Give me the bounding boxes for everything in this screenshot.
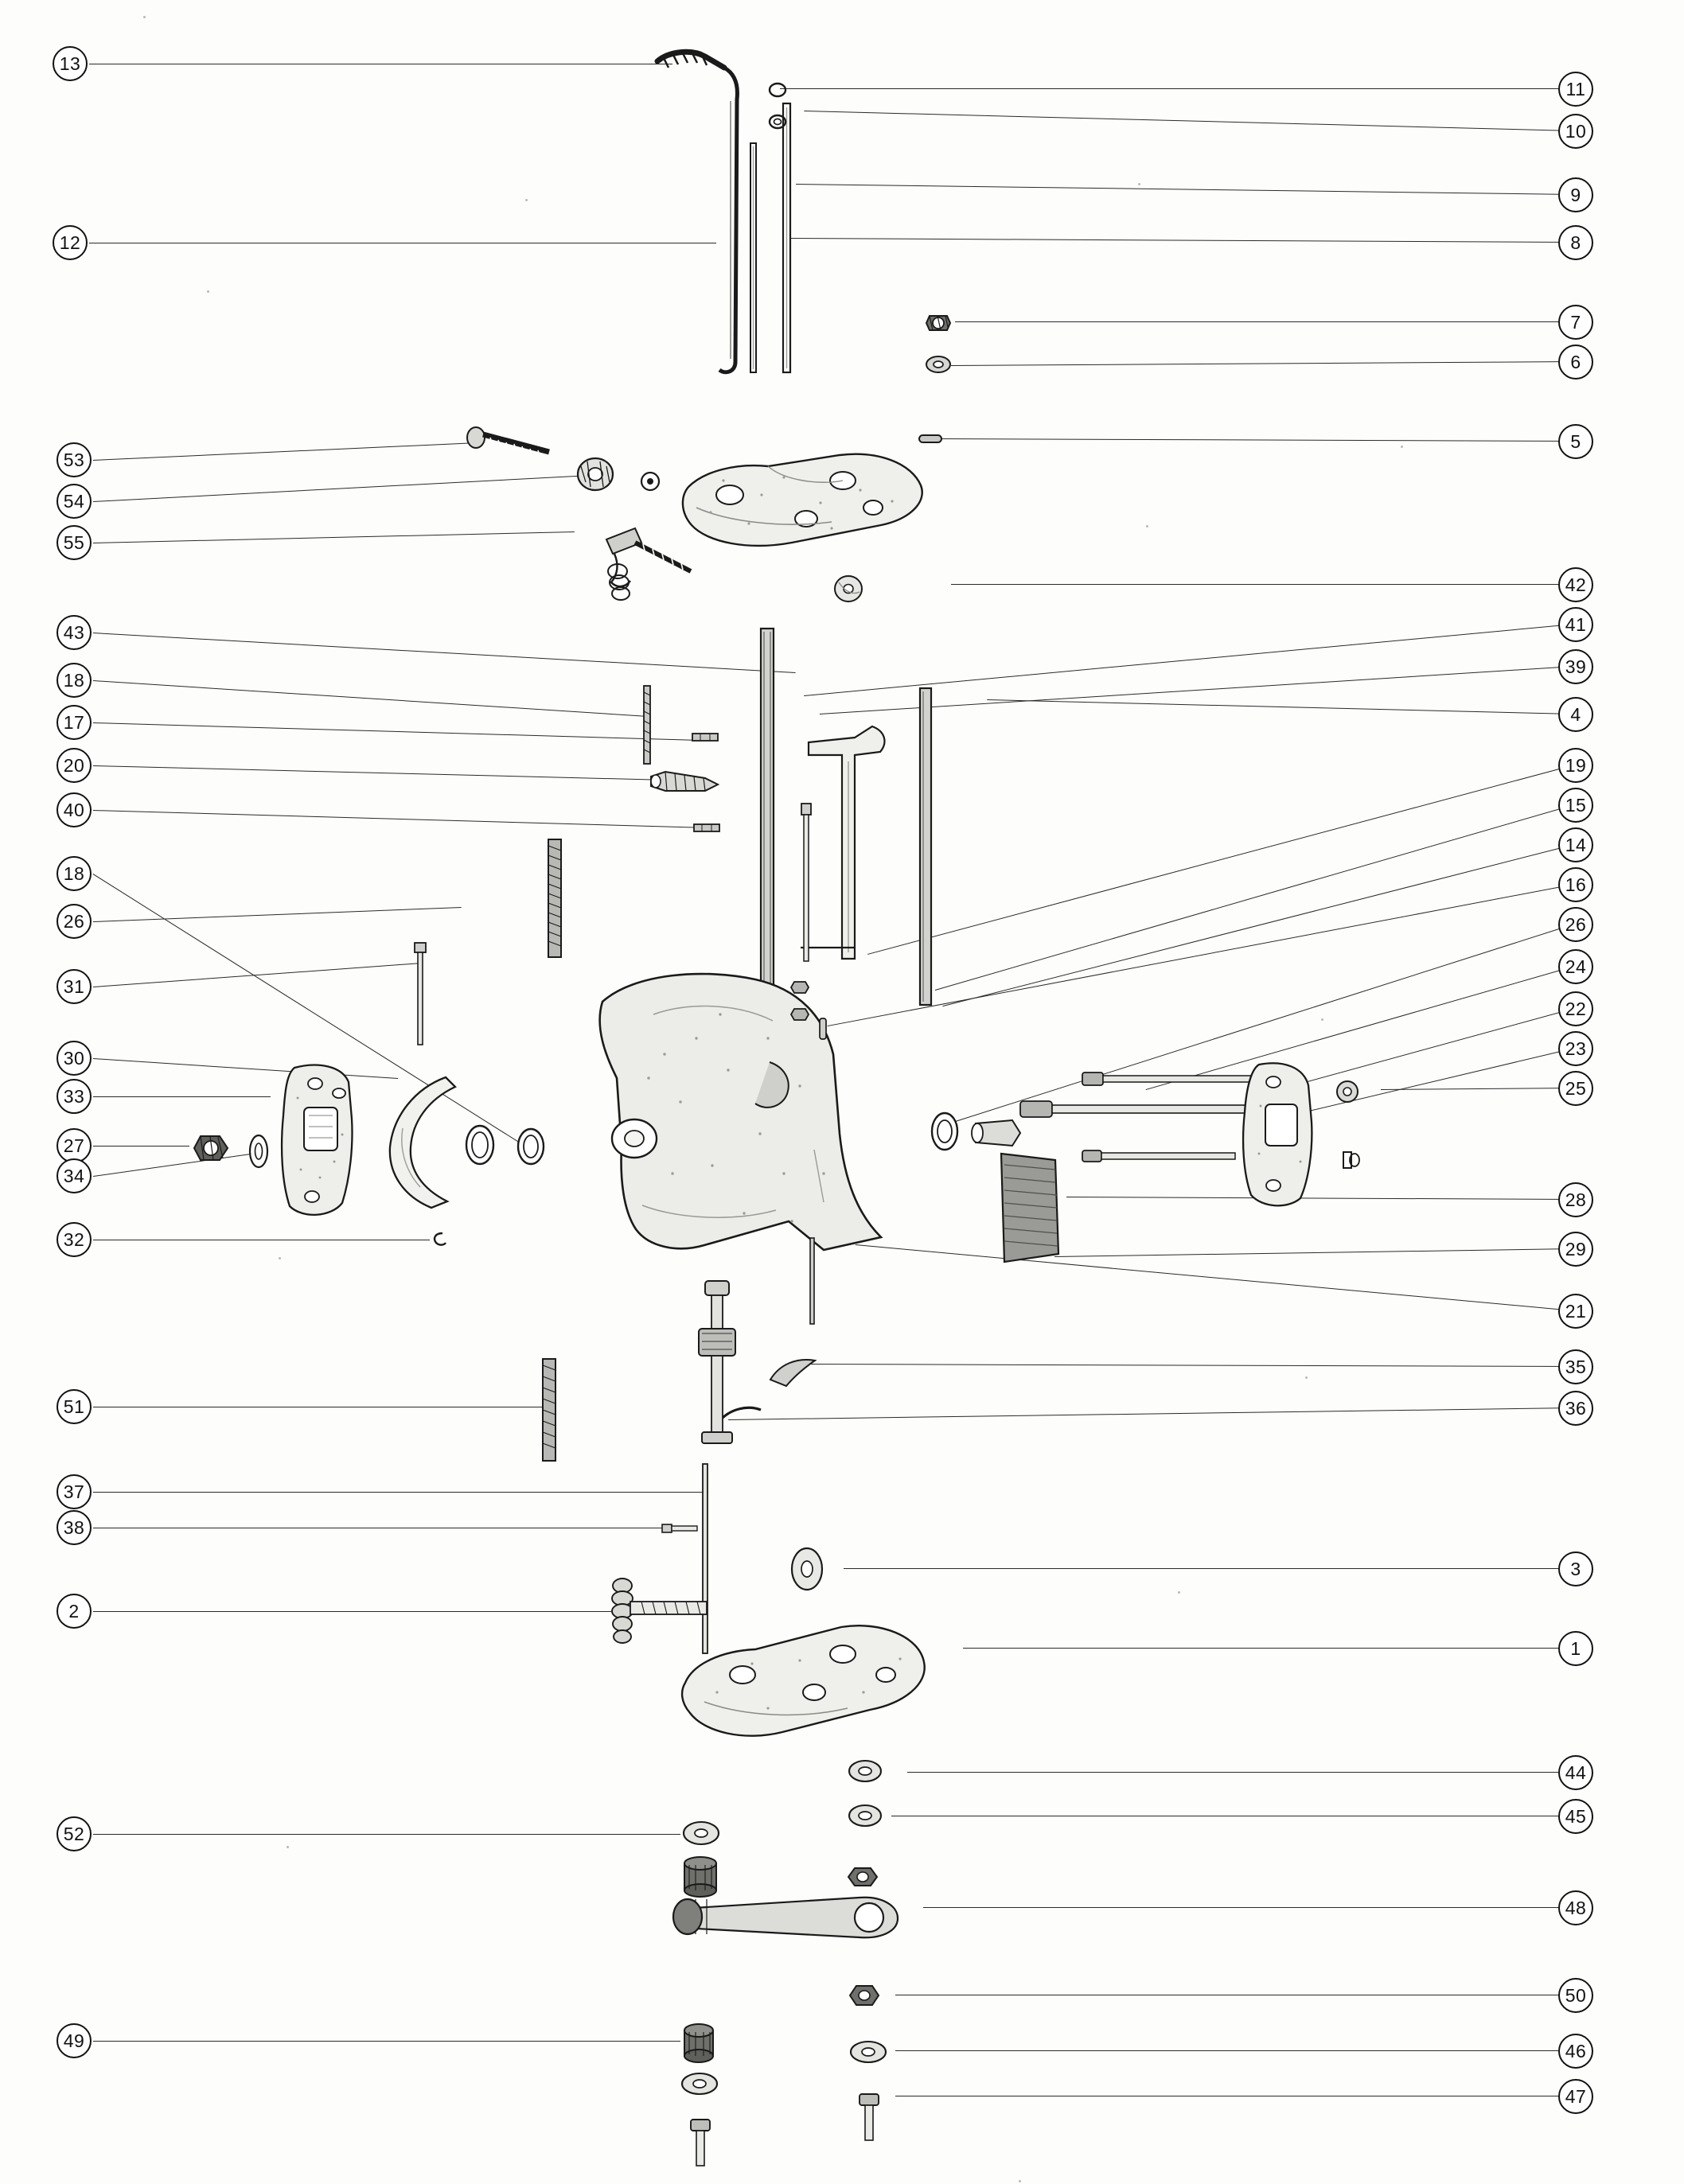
part-shaft-4 <box>914 688 938 1006</box>
part-washer-40 <box>691 819 723 837</box>
callout-18a[interactable]: 18 <box>57 663 92 698</box>
part-washer-45 <box>844 1800 887 1832</box>
callout-48[interactable]: 48 <box>1558 1890 1593 1925</box>
part-screw-bottom-left <box>686 2118 715 2167</box>
callout-42[interactable]: 42 <box>1558 567 1593 602</box>
part-cap-55 <box>637 468 664 495</box>
callout-19[interactable]: 19 <box>1558 748 1593 783</box>
callout-29[interactable]: 29 <box>1558 1232 1593 1267</box>
callout-39[interactable]: 39 <box>1558 649 1593 684</box>
part-knurled-stud-18 <box>541 839 568 959</box>
part-nut-50 <box>847 1978 885 2013</box>
callout-44[interactable]: 44 <box>1558 1755 1593 1790</box>
part-oval-washer-3 <box>785 1544 829 1594</box>
part-knob-54 <box>571 452 622 498</box>
leader-line-5 <box>939 438 1574 442</box>
part-clamp-right <box>1224 1058 1327 1209</box>
part-washer-34 <box>243 1131 275 1171</box>
callout-55[interactable]: 55 <box>57 525 92 560</box>
part-bolt-lower-23 <box>1082 1144 1242 1168</box>
leader-line-31 <box>93 963 422 987</box>
leader-line-41 <box>804 624 1574 696</box>
callout-25[interactable]: 25 <box>1558 1071 1593 1106</box>
part-swivel-shaft-41 <box>754 629 782 1010</box>
part-ring-26-second <box>509 1123 552 1170</box>
leader-line-40 <box>93 810 708 828</box>
part-shaft-8 <box>778 103 796 374</box>
callout-23[interactable]: 23 <box>1558 1031 1593 1066</box>
part-screw-38 <box>661 1518 700 1537</box>
callout-27[interactable]: 27 <box>57 1128 92 1163</box>
callout-40[interactable]: 40 <box>57 792 92 827</box>
part-link-arm-48 <box>669 1882 907 1953</box>
callout-31[interactable]: 31 <box>57 969 92 1004</box>
part-washer-bottom-left <box>676 2067 723 2100</box>
part-rod-12 <box>746 143 761 374</box>
part-pin-16 <box>813 1017 832 1041</box>
callout-13[interactable]: 13 <box>53 46 88 81</box>
part-clip-35 <box>766 1353 821 1392</box>
leader-line-19 <box>867 765 1574 955</box>
callout-21[interactable]: 21 <box>1558 1294 1593 1329</box>
part-small-nut-14 <box>788 1004 812 1025</box>
callout-36[interactable]: 36 <box>1558 1391 1593 1426</box>
part-ring-11 <box>766 80 789 100</box>
part-ring-26 <box>458 1120 502 1170</box>
part-clip-32 <box>428 1229 449 1248</box>
callout-51[interactable]: 51 <box>57 1389 92 1424</box>
leader-line-16 <box>828 884 1574 1026</box>
leader-line-33 <box>93 1096 271 1097</box>
part-lower-bracket-1 <box>672 1619 935 1746</box>
leader-line-6 <box>951 361 1574 366</box>
leader-line-15 <box>935 804 1574 991</box>
leader-line-11 <box>780 88 1574 89</box>
leader-line-20 <box>93 765 669 781</box>
part-rubber-block-28 <box>993 1149 1070 1268</box>
callout-45[interactable]: 45 <box>1558 1799 1593 1834</box>
part-nut-27 <box>189 1127 234 1170</box>
leader-line-49 <box>93 2041 680 2042</box>
callout-1[interactable]: 1 <box>1558 1631 1593 1666</box>
leader-line-25 <box>1381 1088 1574 1090</box>
part-disc-42 <box>829 571 867 606</box>
part-bolt-19 <box>796 804 817 963</box>
part-screw-spring-assembly <box>598 525 702 613</box>
leader-line-3 <box>844 1568 1574 1569</box>
leader-line-42 <box>951 584 1574 585</box>
leader-line-37 <box>93 1492 708 1493</box>
callout-53[interactable]: 53 <box>57 442 92 477</box>
part-tilt-pin-assembly <box>684 1281 756 1448</box>
part-blade-21 <box>805 1238 820 1326</box>
callout-50[interactable]: 50 <box>1558 1978 1593 2013</box>
part-washer-44 <box>844 1755 887 1787</box>
callout-9[interactable]: 9 <box>1558 177 1593 212</box>
part-bushing-49 <box>673 2021 724 2067</box>
part-main-casting <box>585 967 927 1285</box>
leader-line-9 <box>796 184 1574 195</box>
leader-line-36 <box>728 1407 1574 1420</box>
part-nut-7 <box>922 306 955 340</box>
leader-line-29 <box>1054 1248 1574 1257</box>
callout-11[interactable]: 11 <box>1558 72 1593 107</box>
callout-34[interactable]: 34 <box>57 1158 92 1193</box>
part-cap-25 <box>1331 1076 1364 1108</box>
leader-line-35 <box>800 1364 1574 1367</box>
callout-14[interactable]: 14 <box>1558 827 1593 862</box>
part-washer-46 <box>845 2035 891 2069</box>
callout-2[interactable]: 2 <box>57 1594 92 1629</box>
part-nut-6 <box>922 348 955 380</box>
leader-line-46 <box>895 2050 1574 2051</box>
callout-30[interactable]: 30 <box>57 1041 92 1076</box>
part-upper-bracket <box>672 446 935 557</box>
callout-7[interactable]: 7 <box>1558 305 1593 340</box>
leader-line-43 <box>93 633 796 673</box>
leader-line-55 <box>93 531 575 543</box>
callout-37[interactable]: 37 <box>57 1474 92 1509</box>
callout-5[interactable]: 5 <box>1558 424 1593 459</box>
part-bushing-20 <box>646 764 723 800</box>
leader-line-27 <box>93 1146 189 1147</box>
part-bent-rod-13 <box>653 44 748 378</box>
callout-41[interactable]: 41 <box>1558 607 1593 642</box>
callout-26b[interactable]: 26 <box>1558 907 1593 942</box>
callout-12[interactable]: 12 <box>53 225 88 260</box>
callout-49[interactable]: 49 <box>57 2023 92 2058</box>
part-knurled-bolt-51 <box>535 1359 563 1462</box>
callout-28[interactable]: 28 <box>1558 1182 1593 1217</box>
leader-line-8 <box>784 238 1574 243</box>
callout-16[interactable]: 16 <box>1558 867 1593 902</box>
part-small-bracket-25 <box>1335 1147 1362 1174</box>
part-screw-47 <box>855 2093 883 2142</box>
part-ring-10 <box>766 111 789 132</box>
callout-3[interactable]: 3 <box>1558 1551 1593 1586</box>
callout-38[interactable]: 38 <box>57 1510 92 1545</box>
callout-15[interactable]: 15 <box>1558 788 1593 823</box>
leader-line-17 <box>93 722 700 741</box>
callout-52[interactable]: 52 <box>57 1816 92 1851</box>
part-washer-52 <box>678 1816 724 1851</box>
leader-line-1 <box>963 1648 1574 1649</box>
callout-46[interactable]: 46 <box>1558 2034 1593 2069</box>
part-pin-18 <box>637 686 657 765</box>
callout-8[interactable]: 8 <box>1558 225 1593 260</box>
callout-24[interactable]: 24 <box>1558 949 1593 984</box>
callout-33[interactable]: 33 <box>57 1079 92 1114</box>
leader-line-54 <box>93 475 591 502</box>
leader-line-7 <box>955 321 1574 322</box>
leader-line-10 <box>804 111 1574 131</box>
part-shoe-30 <box>360 1073 463 1216</box>
part-washer-17 <box>689 729 721 746</box>
leader-line-48 <box>923 1907 1574 1908</box>
part-bolt-31 <box>410 943 431 1046</box>
leader-line-52 <box>93 1834 680 1835</box>
callout-54[interactable]: 54 <box>57 484 92 519</box>
leader-line-2 <box>93 1611 629 1612</box>
callout-18b[interactable]: 18 <box>57 856 92 891</box>
callout-35[interactable]: 35 <box>1558 1349 1593 1384</box>
part-small-nut-15 <box>788 977 812 998</box>
callout-10[interactable]: 10 <box>1558 114 1593 149</box>
leader-line-18a <box>93 680 649 717</box>
leader-line-14 <box>943 844 1574 1006</box>
callout-47[interactable]: 47 <box>1558 2079 1593 2114</box>
callout-22[interactable]: 22 <box>1558 991 1593 1026</box>
leader-line-53 <box>93 442 478 461</box>
part-bolt-53 <box>462 420 557 468</box>
leader-line-44 <box>907 1772 1574 1773</box>
callout-43[interactable]: 43 <box>57 615 92 650</box>
callout-6[interactable]: 6 <box>1558 345 1593 380</box>
callout-4[interactable]: 4 <box>1558 697 1593 732</box>
callout-17[interactable]: 17 <box>57 705 92 740</box>
callout-20[interactable]: 20 <box>57 748 92 783</box>
callout-26a[interactable]: 26 <box>57 904 92 939</box>
leader-line-4 <box>987 699 1574 714</box>
callout-32[interactable]: 32 <box>57 1222 92 1257</box>
part-bushing-26-right <box>923 1108 966 1155</box>
